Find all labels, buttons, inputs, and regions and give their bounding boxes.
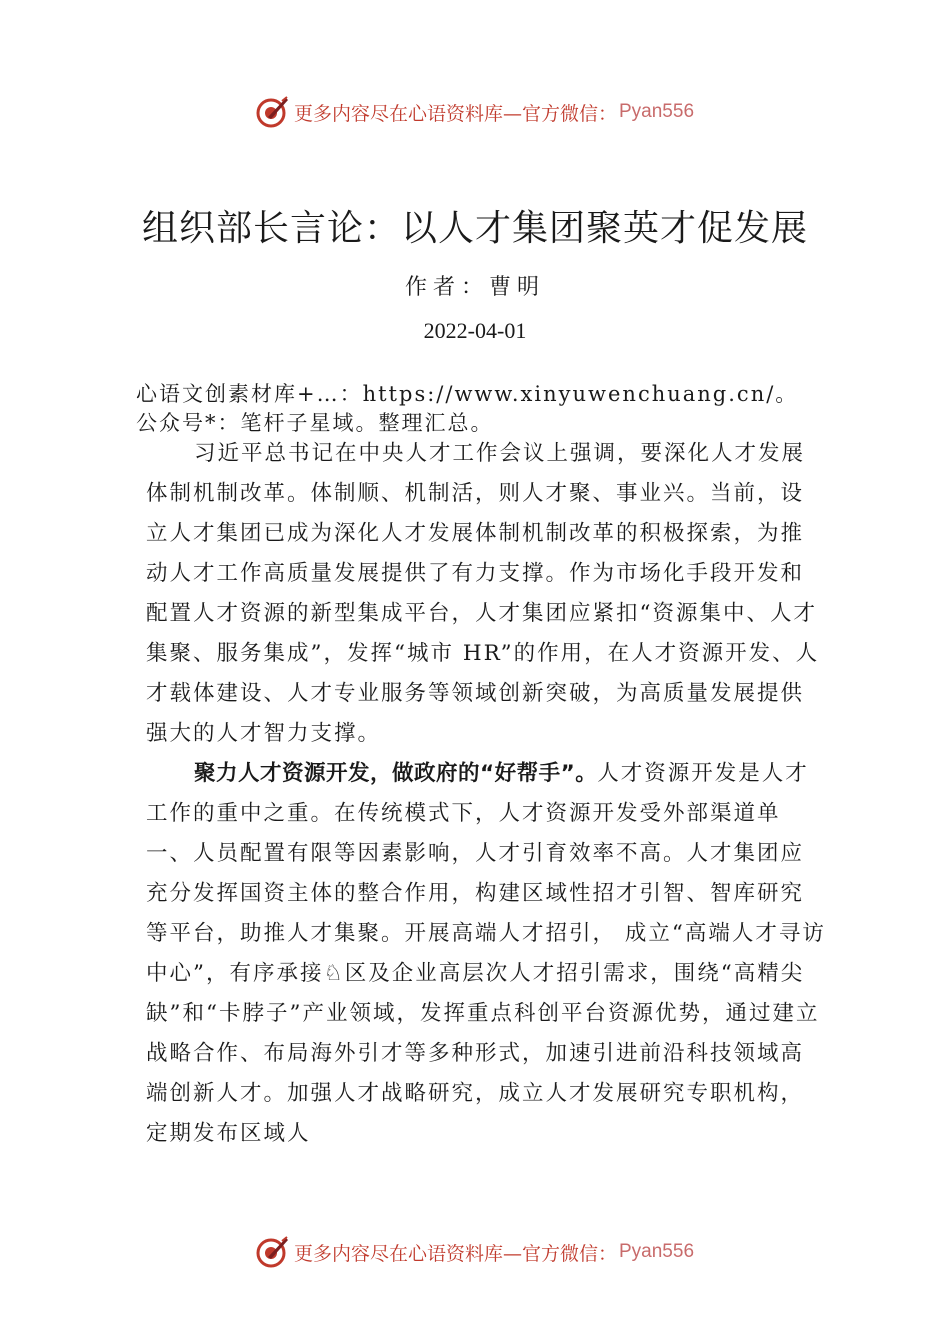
quill-logo-icon (256, 1235, 290, 1269)
article-title: 组织部长言论：以人才集团聚英才促发展 (141, 208, 808, 249)
article-date: 2022-04-01 (423, 318, 527, 343)
article-author: 作者：曹明 (404, 275, 545, 300)
banner-contact: Pyan556 (619, 101, 695, 122)
footer-banner (0, 1232, 950, 1272)
quill-logo-icon (256, 95, 290, 129)
paragraph-1 (146, 434, 826, 754)
paragraph-2 (146, 754, 826, 1154)
banner-text: 更多内容尽在心语资料库—官方微信： (293, 102, 617, 125)
paragraph-1-text: 习近平总书记在中央人才工作会议上强调，要深化人才发展体制机制改革。体制顺、机制活，则人才聚、事业兴。当前，设立人才集团已成为深化人才发展体制机制改革的积极探索，为推动人才工作高质量发展提供了有力支撑。作为市场化手段开发和配置人才资源的新型集成平台，人才集团应紧扣“资源集中、人才集聚、服务集成”，发挥“城市 HR”的作用，在人才资源开发、人才载体建设、人才专业服务等领域创新突破，为高质量发展提供强大的人才智力支撑。 (146, 441, 820, 746)
banner-text: 更多内容尽在心语资料库—官方微信： (293, 1242, 617, 1265)
banner-contact: Pyan556 (619, 1241, 695, 1262)
header-banner (0, 92, 950, 132)
paragraph-2-text: 人才资源开发是人才工作的重中之重。在传统模式下，人才资源开发受外部渠道单一、人员配置有限等因素影响，人才引育效率不高。人才集团应充分发挥国资主体的整合作用，构建区域性招才引智、智库研究等平台，助推人才集聚。开展高端人才招引， 成立“高端人才寻访中心”，有序承接♘区及企业高层次人才招引需求，围绕“高精尖缺”和“卡脖子”产业领域，发挥重点科创平台资源优势，通过建立战略合作、布局海外引才等多种形式，加速引进前沿科技领域高端创新人才。加强人才战略研究，成立人才发展研究专职机构，定期发布区域人 (146, 761, 826, 1146)
source-note: 心语文创素材库+…：https://www.xinyuwenchuang.cn/。公众号*：笔杆子星域。整理汇总。 (136, 382, 799, 435)
paragraph-2-lead: 聚力人才资源开发，做政府的“好帮手”。 (194, 761, 598, 786)
